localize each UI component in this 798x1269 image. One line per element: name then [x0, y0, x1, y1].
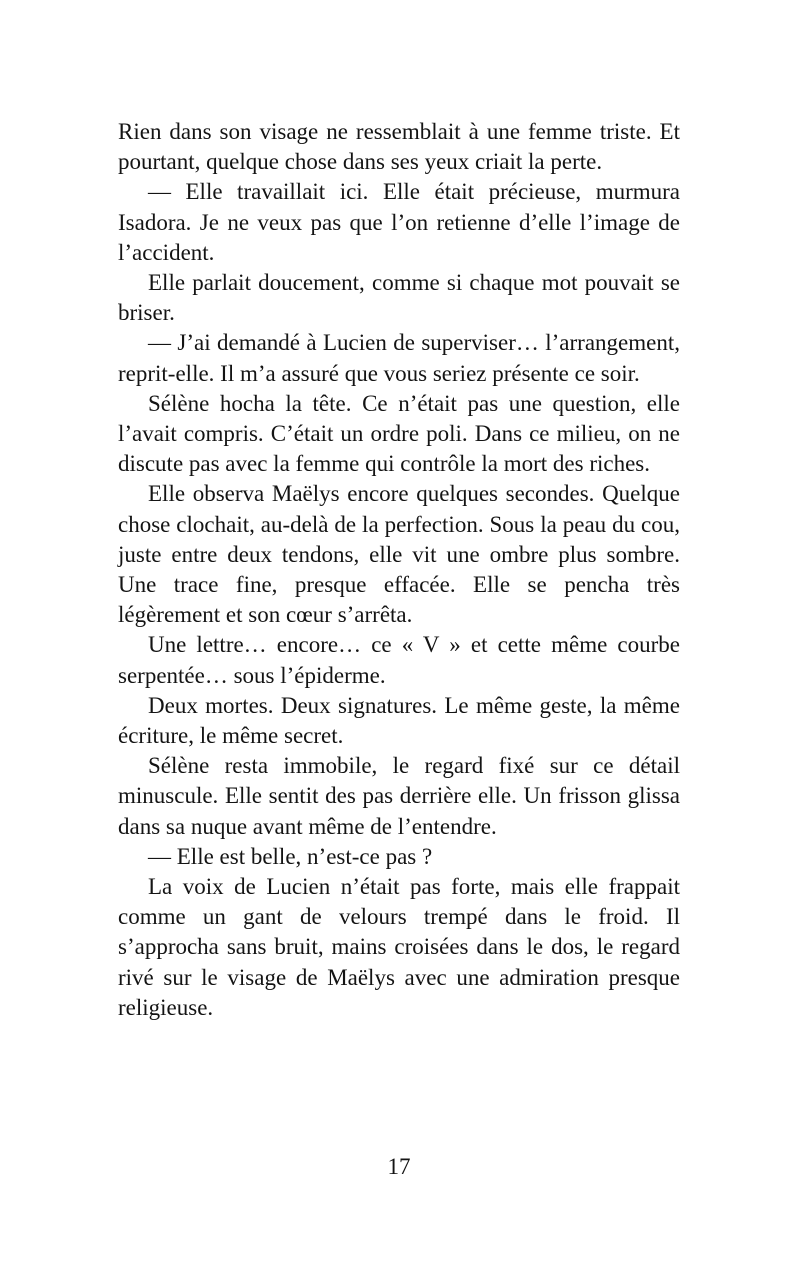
- paragraph: Sélène hocha la tête. Ce n’était pas une question, elle l’avait compris. C’était un ordre poli. Dans ce milieu, on ne discute pas avec la femme qui contrôle la mort des riches.: [118, 390, 680, 477]
- paragraph: Rien dans son visage ne ressemblait à une femme triste. Et pourtant, quelque chose dans ses yeux criait la perte.: [118, 119, 680, 175]
- paragraph: Une lettre… encore… ce « V » et cette même courbe serpentée… sous l’épiderme.: [118, 632, 680, 688]
- body-text: [118, 117, 680, 1023]
- paragraph: Elle parlait doucement, comme si chaque mot pouvait se briser.: [118, 270, 680, 326]
- paragraph: — Elle travaillait ici. Elle était précieuse, murmura Isadora. Je ne veux pas que l’on retienne d’elle l’image de l’accident.: [118, 179, 680, 265]
- paragraph: — J’ai demandé à Lucien de superviser… l’arrangement, reprit-elle. Il m’a assuré que vous seriez présente ce soir.: [118, 330, 680, 386]
- paragraph: Sélène resta immobile, le regard fixé sur ce détail minuscule. Elle sentit des pas derrière elle. Un frisson glissa dans sa nuque avant même de l’entendre.: [118, 753, 680, 839]
- page-number: 17: [387, 1154, 411, 1179]
- paragraph: Elle observa Maëlys encore quelques secondes. Quelque chose clochait, au-delà de la perfection. Sous la peau du cou, juste entre deux tendons, elle vit une ombre plus sombre. Une trace fine, presque effacée. Elle se pencha très légèrement et son cœur s’arrêta.: [118, 481, 680, 628]
- paragraph: — Elle est belle, n’est-ce pas ?: [148, 843, 433, 869]
- paragraph: La voix de Lucien n’était pas forte, mais elle frappait comme un gant de velours trempé dans le froid. Il s’approcha sans bruit, mains croisées dans le dos, le regard rivé sur le visage de Maëlys avec une admiration presque religieuse.: [118, 874, 680, 1020]
- paragraph: Deux mortes. Deux signatures. Le même geste, la même écriture, le même secret.: [118, 692, 680, 749]
